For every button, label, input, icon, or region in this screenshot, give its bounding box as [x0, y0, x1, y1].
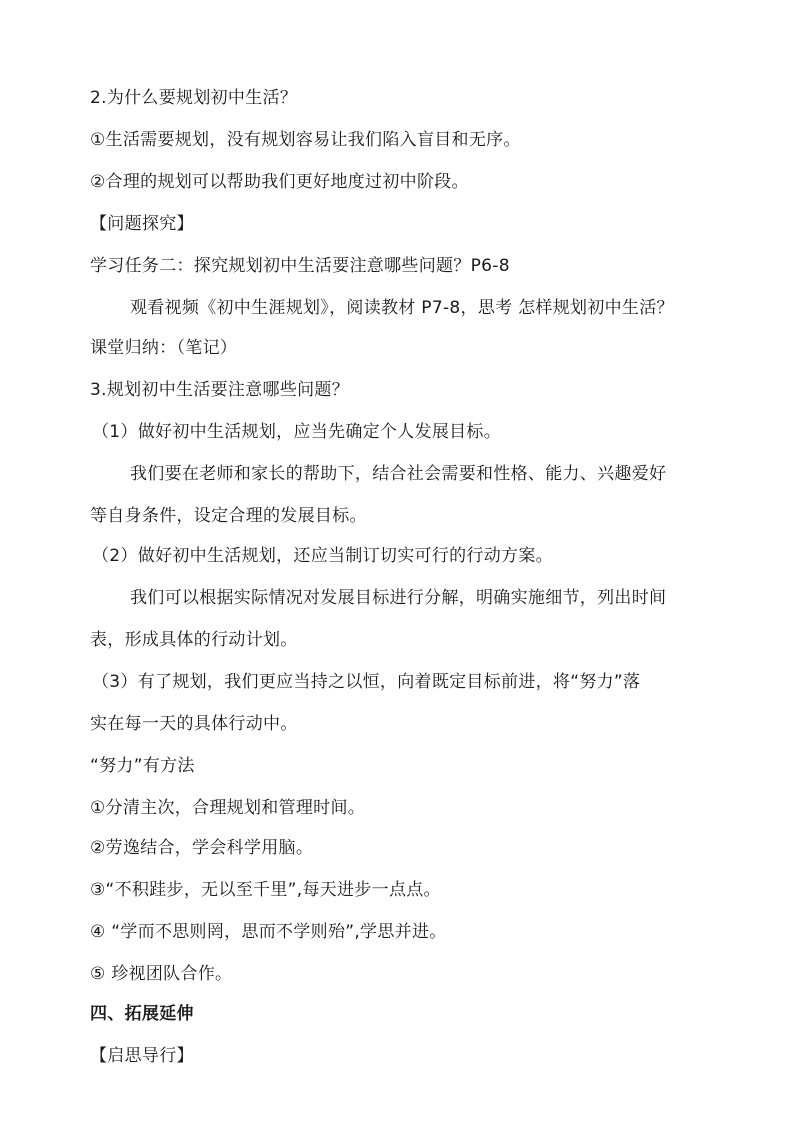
class-summary-label: 课堂归纳：（笔记） [90, 338, 238, 358]
method-2: ②劳逸结合，学会科学用脑。 [90, 838, 314, 858]
item-3-persistence-line-2: 实在每一天的具体行动中。 [90, 714, 298, 734]
section-four-heading: 四、拓展延伸 [90, 1004, 194, 1024]
item-3-persistence-line-1: （3）有了规划，我们更应当持之以恒，向着既定目标前进，将“努力”落 [92, 672, 641, 692]
section-problem-inquiry: 【问题探究】 [90, 214, 194, 234]
heading-why-plan: 2.为什么要规划初中生活？ [90, 88, 298, 108]
learning-task-two: 学习任务二：探究规划初中生活要注意哪些问题？P6-8 [90, 256, 510, 276]
method-4: ④ “学而不思则罔，思而不学则殆”,学思并进。 [90, 922, 447, 942]
item-1-goal: （1）做好初中生活规划，应当先确定个人发展目标。 [92, 422, 502, 442]
watch-video-instruction: 观看视频《初中生涯规划》，阅读教材 P7-8，思考 怎样规划初中生活？ [130, 298, 674, 318]
method-5: ⑤ 珍视团队合作。 [90, 964, 233, 984]
method-3: ③“不积跬步，无以至千里”,每天进步一点点。 [90, 880, 441, 900]
heading-planning-issues: 3.规划初中生活要注意哪些问题？ [90, 380, 350, 400]
point-2-reasonable-planning: ②合理的规划可以帮助我们更好地度过初中阶段。 [90, 172, 469, 192]
item-2-action-plan: （2）做好初中生活规划，还应当制订切实可行的行动方案。 [92, 546, 553, 566]
effort-methods-heading: “努力”有方法 [90, 756, 195, 776]
item-1-detail-line-1: 我们要在老师和家长的帮助下，结合社会需要和性格、能力、兴趣爱好 [130, 464, 667, 484]
item-2-detail-line-2: 表，形成具体的行动计划。 [90, 630, 298, 650]
section-inspiration: 【启思导行】 [90, 1046, 194, 1066]
point-1-need-planning: ①生活需要规划，没有规划容易让我们陷入盲目和无序。 [90, 130, 521, 150]
item-2-detail-line-1: 我们可以根据实际情况对发展目标进行分解，明确实施细节，列出时间 [130, 588, 667, 608]
item-1-detail-line-2: 等自身条件，设定合理的发展目标。 [90, 506, 367, 526]
method-1: ①分清主次，合理规划和管理时间。 [90, 798, 366, 818]
